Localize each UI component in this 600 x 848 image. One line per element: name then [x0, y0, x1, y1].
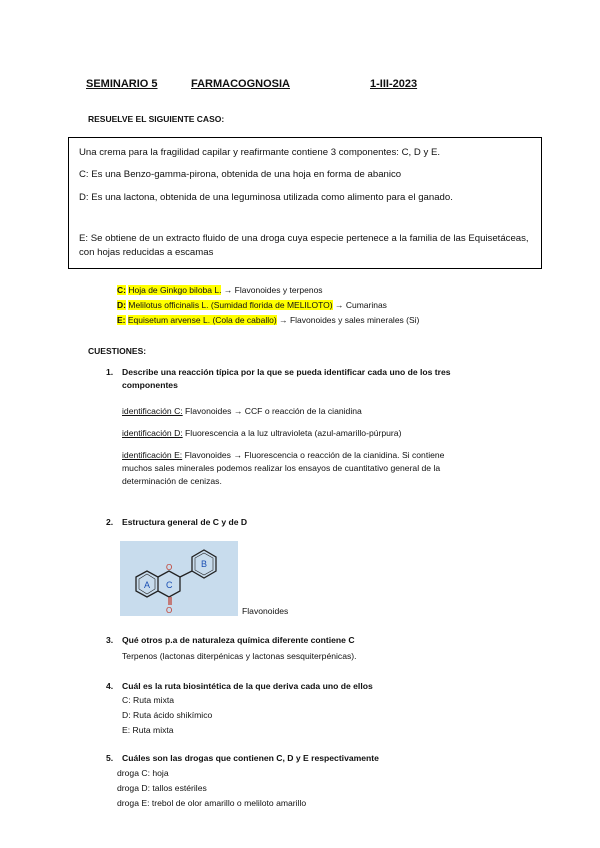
structure-caption: Flavonoides — [242, 606, 289, 616]
case-intro: Una crema para la fragilidad capilar y reafirmante contiene 3 componentes: C, D y E. — [79, 147, 441, 158]
q1-text — [122, 366, 512, 392]
case-d: D: Es una lactona, obtenida de una leguminosa utilizada como alimento para el ganado. — [79, 192, 453, 203]
answer-e — [117, 315, 419, 325]
answer-e-letter: E: — [117, 315, 126, 325]
q1-line1: Describe una reacción típica por la que se pueda identificar cada uno de los tres — [122, 367, 451, 377]
q1-ident-d — [122, 427, 401, 440]
flavonoid-structure-svg — [120, 541, 238, 616]
q1-line2: componentes — [122, 380, 178, 390]
q5-answer-c: droga C: hoja — [117, 768, 169, 778]
q1-c-label: identificación C: — [122, 406, 183, 416]
answer-c — [117, 285, 323, 295]
q1-number: 1. — [106, 367, 114, 377]
answer-d-drug: Melilotus officinalis L. (Sumidad florida de MELILOTO) — [128, 300, 333, 310]
q4-text: Cuál es la ruta biosintética de la que deriva cada uno de ellos — [122, 681, 373, 691]
carbonyl-oxygen-label: O — [166, 606, 173, 615]
q1-e-text3: determinación de cenizas. — [122, 476, 222, 486]
answer-c-letter: C: — [117, 285, 126, 295]
q1-ident-c — [122, 405, 362, 418]
instruction: RESUELVE EL SIGUIENTE CASO: — [88, 114, 225, 124]
case-e: E: Se obtiene de un extracto fluido de una droga cuya especie pertenece a la familia de las Equisetáceas, con hojas reducidas a escamas — [79, 233, 529, 258]
answer-d-letter: D: — [117, 300, 126, 310]
q1-e-text1: Flavonoides → Fluorescencia o reacción de la cianidina. Si contiene — [182, 450, 445, 460]
q3-answer: Terpenos (lactonas diterpénicas y lactonas sesquiterpénicas). — [122, 651, 357, 661]
ring-c-label: C — [166, 580, 173, 590]
q4-answer-d: D: Ruta ácido shikímico — [122, 710, 213, 720]
q5-answer-d: droga D: tallos estériles — [117, 783, 207, 793]
cuestiones-title: CUESTIONES: — [88, 346, 147, 356]
q5-text: Cuáles son las drogas que contienen C, D y E respectivamente — [122, 753, 379, 763]
q3-text: Qué otros p.a de naturaleza química diferente contiene C — [122, 635, 355, 645]
case-box — [68, 137, 542, 269]
q3-number: 3. — [106, 635, 114, 645]
answer-d — [117, 300, 387, 310]
case-c: C: Es una Benzo-gamma-pirona, obtenida de una hoja en forma de abanico — [79, 169, 402, 180]
ring-oxygen-label: O — [166, 563, 173, 572]
answer-e-drug: Equisetum arvense L. (Cola de caballo) — [127, 315, 277, 325]
seminar-title: SEMINARIO 5 — [86, 78, 158, 90]
date: 1-III-2023 — [370, 78, 418, 90]
q2-text: Estructura general de C y de D — [122, 517, 248, 527]
q4-answer-c: C: Ruta mixta — [122, 695, 175, 705]
answer-c-rest: → Flavonoides y terpenos — [221, 285, 323, 295]
answer-e-rest: → Flavonoides y sales minerales (Si) — [276, 315, 420, 325]
ring-a-label: A — [144, 580, 151, 590]
answer-c-drug: Hoja de Ginkgo biloba L. — [128, 285, 222, 295]
q5-number: 5. — [106, 753, 114, 763]
answer-d-rest: → Cumarinas — [332, 300, 387, 310]
subject-title: FARMACOGNOSIA — [191, 78, 290, 90]
flavonoid-structure-image — [120, 541, 238, 616]
q1-d-label: identificación D: — [122, 428, 183, 438]
q4-number: 4. — [106, 681, 114, 691]
q1-e-label: identificación E: — [122, 450, 183, 460]
q5-answer-e: droga E: trebol de olor amarillo o meliloto amarillo — [117, 798, 307, 808]
q2-number: 2. — [106, 517, 114, 527]
ring-b-label: B — [201, 559, 208, 569]
q1-d-text: Fluorescencia a la luz ultravioleta (azul-amarillo-púrpura) — [182, 428, 402, 438]
q1-ident-e — [122, 449, 522, 488]
q1-c-text: Flavonoides → CCF o reacción de la cianidina — [182, 406, 362, 416]
q1-e-text2: muchos sales minerales podemos realizar los ensayos de cuantitativo general de la — [122, 463, 441, 473]
q4-answer-e: E: Ruta mixta — [122, 725, 174, 735]
